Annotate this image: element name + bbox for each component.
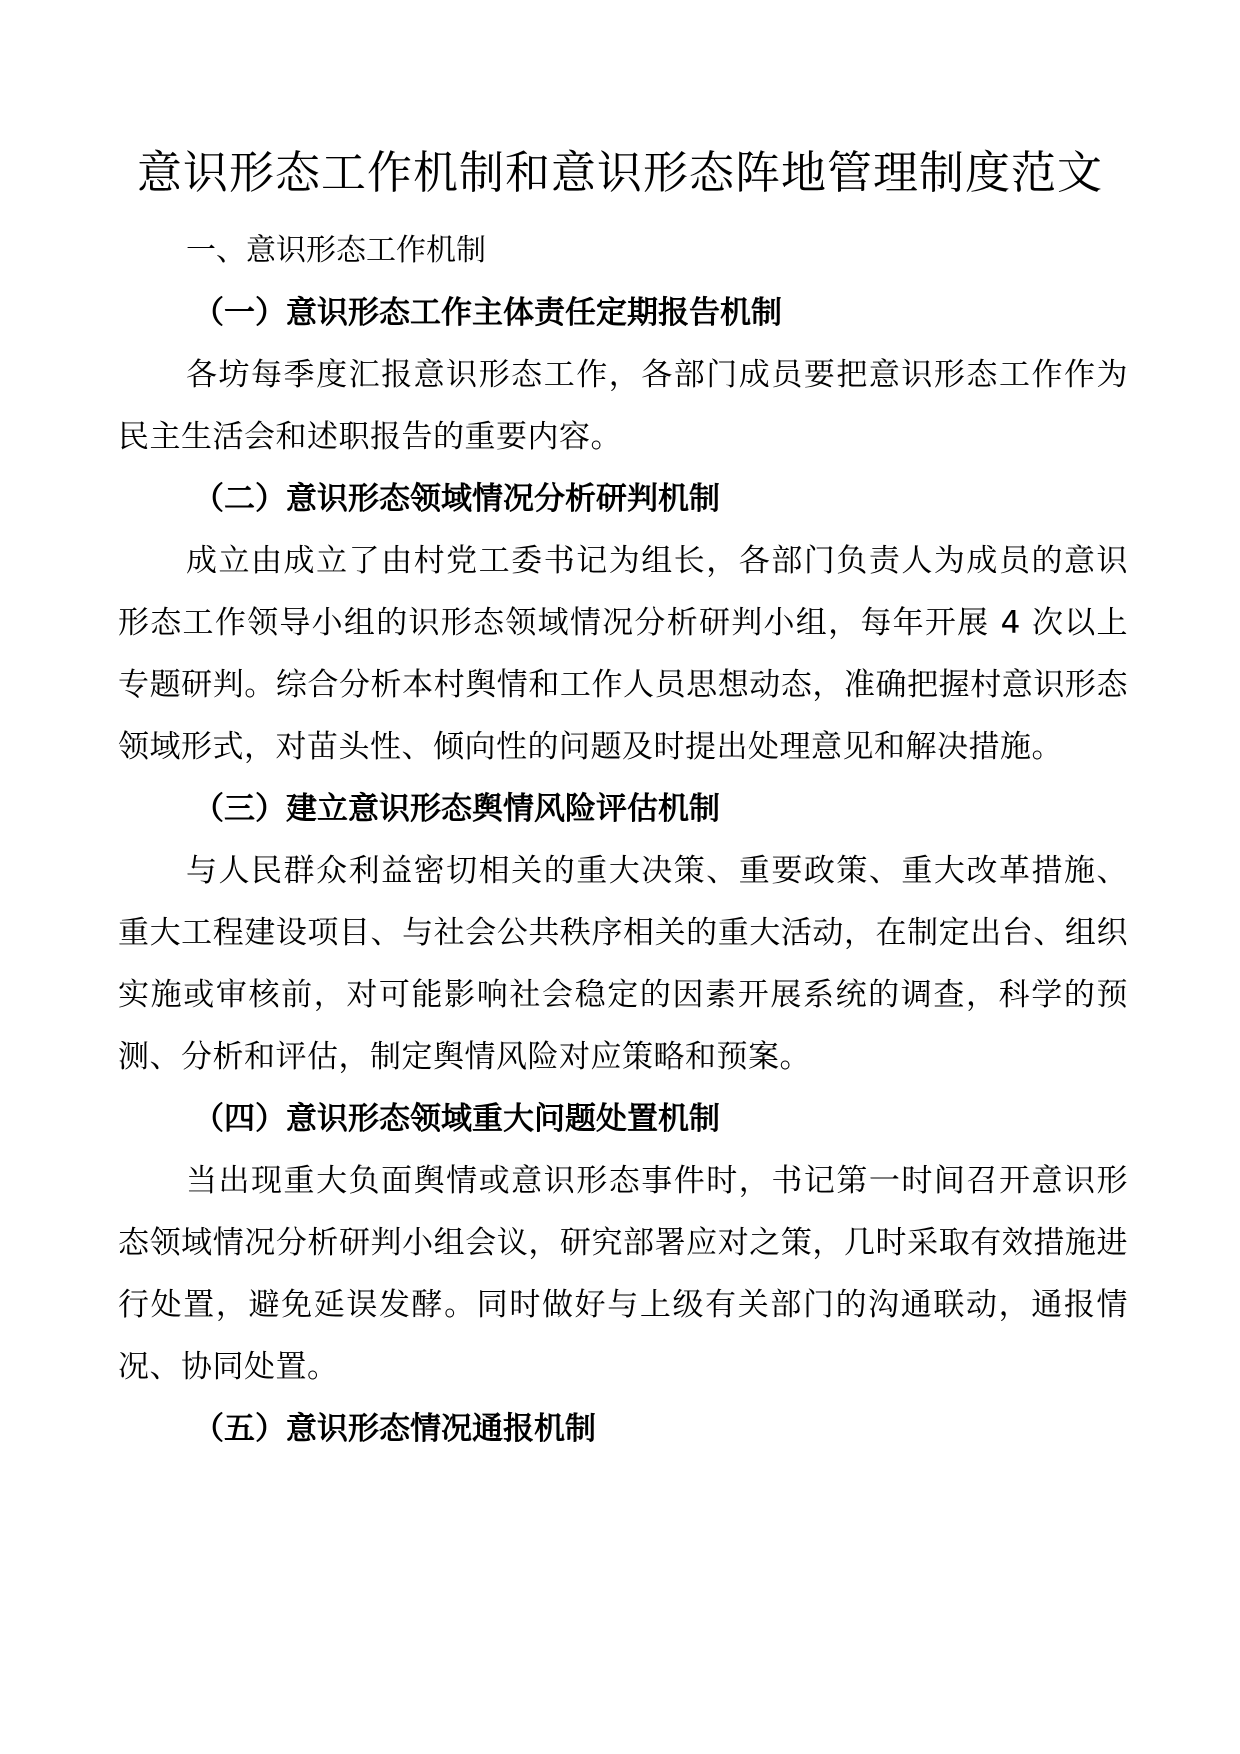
subsection-heading-5: （五）意识形态情况通报机制: [193, 1411, 596, 1447]
document-body: [118, 220, 1128, 1460]
paragraph-1: 各坊每季度汇报意识形态工作，各部门成员要把意识形态工作作为民主生活会和述职报告的重要内容。: [118, 357, 1128, 455]
subsection-heading-1: （一）意识形态工作主体责任定期报告机制: [193, 295, 782, 331]
paragraph-3: 与人民群众利益密切相关的重大决策、重要政策、重大改革措施、重大工程建设项目、与社会公共秩序相关的重大活动，在制定出台、组织实施或审核前，对可能影响社会稳定的因素开展系统的调查，科学的预测、分析和评估，制定舆情风险对应策略和预案。: [118, 853, 1128, 1075]
section-heading: 一、意识形态工作机制: [186, 233, 486, 268]
subsection-heading-4: （四）意识形态领域重大问题处置机制: [193, 1101, 720, 1137]
document-title: 意识形态工作机制和意识形态阵地管理制度范文: [136, 146, 1103, 199]
subsection-heading-3: （三）建立意识形态舆情风险评估机制: [193, 791, 720, 827]
subsection-heading-2: （二）意识形态领域情况分析研判机制: [193, 481, 720, 517]
paragraph-2: 成立由成立了由村党工委书记为组长，各部门负责人为成员的意识形态工作领导小组的识形态领域情况分析研判小组，每年开展 4 次以上专题研判。综合分析本村舆情和工作人员思想动态，准确把握村意识形态领域形式，对苗头性、倾向性的问题及时提出处理意见和解决措施。: [118, 543, 1128, 765]
paragraph-4: 当出现重大负面舆情或意识形态事件时，书记第一时间召开意识形态领域情况分析研判小组会议，研究部署应对之策，几时采取有效措施进行处置，避免延误发酵。同时做好与上级有关部门的沟通联动，通报情况、协同处置。: [118, 1163, 1128, 1385]
